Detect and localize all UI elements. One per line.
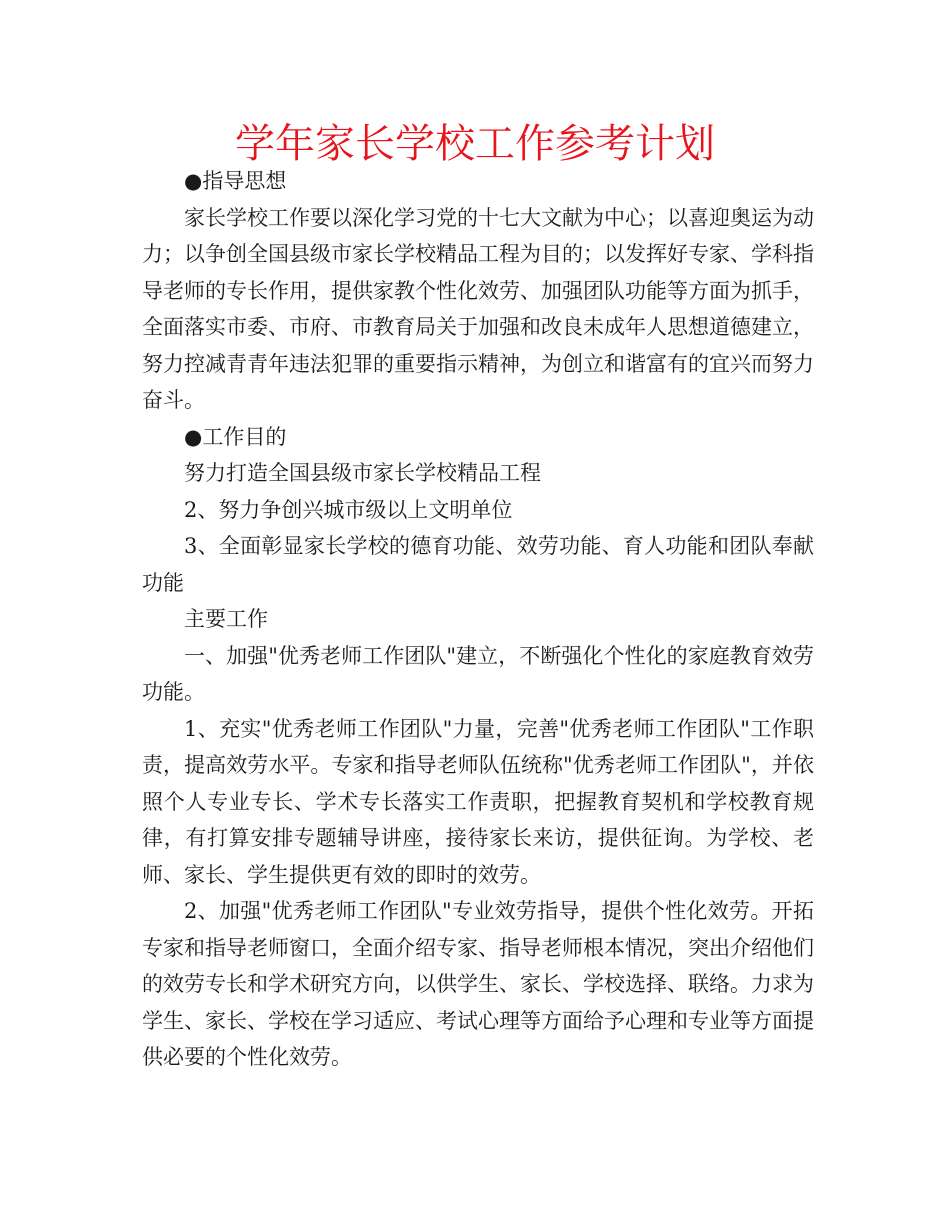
section-heading-work-goals: ●工作目的 <box>184 424 287 449</box>
main-work-subitem-1: 1、充实"优秀老师工作团队"力量，完善"优秀老师工作团队"工作职责，提高效劳水平。专家和指导老师队伍统称"优秀老师工作团队"，并依照个人专业专长、学术专长落实工作责职，把握教育契机和学校教育规律，有打算安排专题辅导讲座，接待家长来访，提供征询。为学校、老师、家长、学生提供更有效的即时的效劳。 <box>142 716 814 887</box>
goal-item-2: 2、努力争创兴城市级以上文明单位 <box>184 497 513 522</box>
section-heading-guiding-ideology: ●指导思想 <box>184 169 287 193</box>
main-work-item-1: 一、加强"优秀老师工作团队"建立，不断强化个性化的家庭教育效劳功能。 <box>142 643 814 704</box>
main-work-subitem-2: 2、加强"优秀老师工作团队"专业效劳指导，提供个性化效劳。开拓专家和指导老师窗口，全面介绍专家、指导老师根本情况，突出介绍他们的效劳专长和学术研究方向，以供学生、家长、学校选择、联络。力求为学生、家长、学校在学习适应、考试心理等方面给予心理和专业等方面提供必要的个性化效劳。 <box>142 899 814 1069</box>
document-title: 学年家长学校工作参考计划 <box>235 121 715 167</box>
goal-item-3: 3、全面彰显家长学校的德育功能、效劳功能、育人功能和团队奉献功能 <box>142 534 814 595</box>
document-body <box>142 163 814 1076</box>
section-heading-main-work: 主要工作 <box>184 607 268 631</box>
goal-item-1: 努力打造全国县级市家长学校精品工程 <box>184 461 541 485</box>
paragraph-guiding-ideology: 家长学校工作要以深化学习党的十七大文献为中心；以喜迎奥运为动力；以争创全国县级市家长学校精品工程为目的；以发挥好专家、学科指导老师的专长作用，提供家教个性化效劳、加强团队功能等方面为抓手，全面落实市委、市府、市教育局关于加强和改良未成年人思想道德建立，努力控减青青年违法犯罪的重要指示精神，为创立和谐富有的宜兴而努力奋斗。 <box>142 205 814 412</box>
